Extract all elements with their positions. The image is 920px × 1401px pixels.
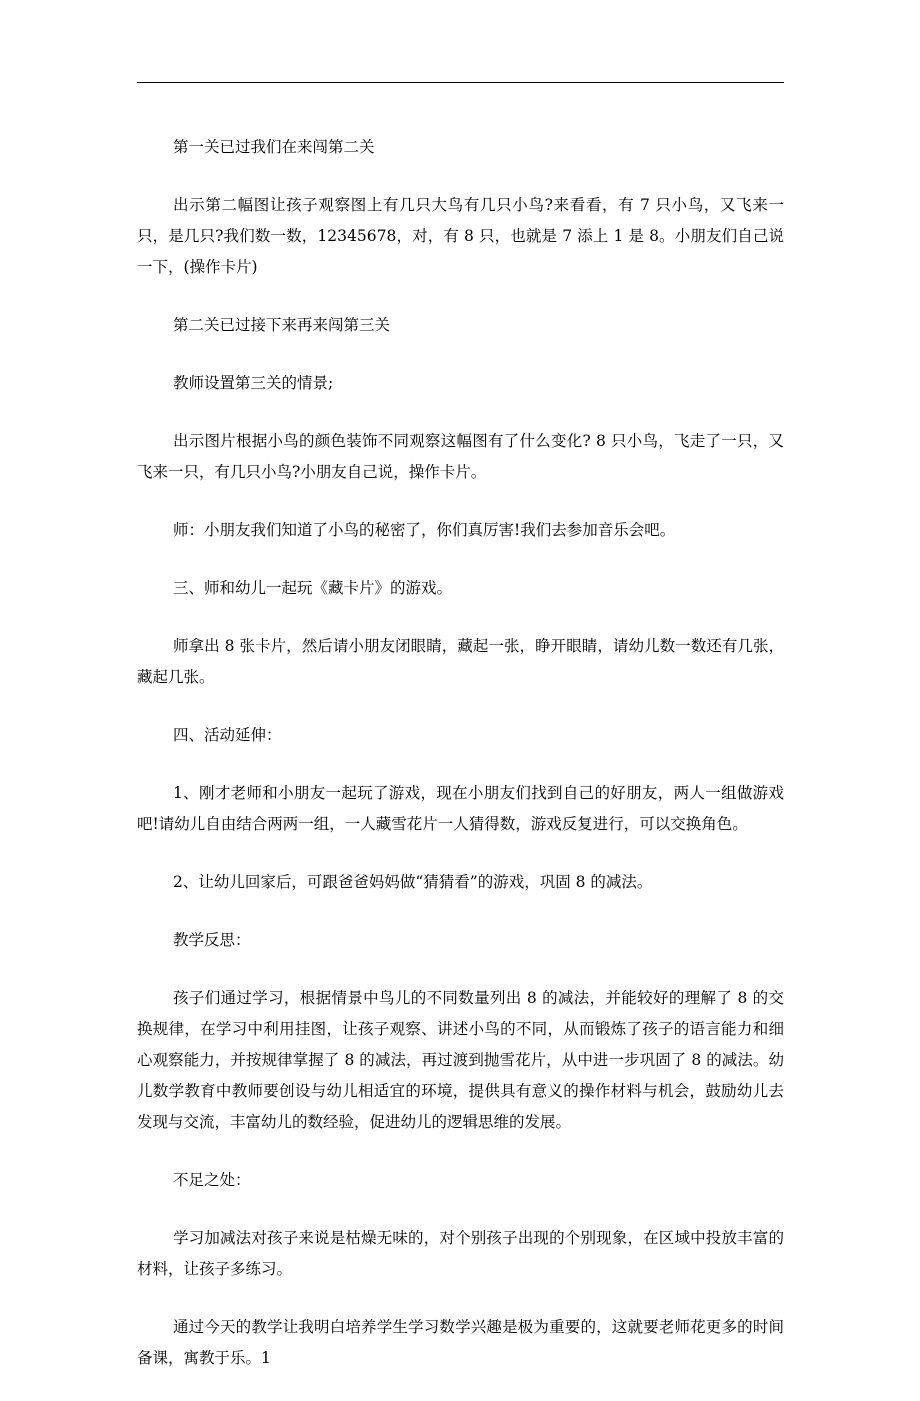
paragraph: 孩子们通过学习，根据情景中鸟儿的不同数量列出 8 的减法，并能较好的理解了 8 的交换规律，在学习中利用挂图，让孩子观察、讲述小鸟的不同，从而锻炼了孩子的语言能力和细心观察能力，并按规律掌握了 8 的减法，再过渡到抛雪花片，从中进一步巩固了 8 的减法。幼儿数学教育中教师要创设与幼儿相适宜的环境，提供具有意义的操作材料与机会，鼓励幼儿去发现与交流，丰富幼儿的数经验，促进幼儿的逻辑思维的发展。 xyxy=(137,989,784,1131)
paragraph: 师拿出 8 张卡片，然后请小朋友闭眼睛，藏起一张，睁开眼睛，请幼儿数一数还有几张，藏起几张。 xyxy=(137,637,784,686)
paragraph: 学习加减法对孩子来说是枯燥无味的，对个别孩子出现的个别现象，在区域中投放丰富的材料，让孩子多练习。 xyxy=(137,1229,784,1278)
header-rule xyxy=(137,82,784,83)
paragraph: 通过今天的教学让我明白培养学生学习数学兴趣是极为重要的，这就要老师花更多的时间备课，寓教于乐。1 xyxy=(137,1318,784,1367)
paragraph: 2、让幼儿回家后，可跟爸爸妈妈做“猜猜看”的游戏，巩固 8 的减法。 xyxy=(173,873,653,891)
paragraph: 不足之处： xyxy=(173,1171,251,1189)
paragraph: 教学反思： xyxy=(173,931,251,949)
paragraph: 第一关已过我们在来闯第二关 xyxy=(173,138,375,156)
paragraph: 第二关已过接下来再来闯第三关 xyxy=(173,316,391,334)
paragraph: 三、师和幼儿一起玩《藏卡片》的游戏。 xyxy=(173,579,453,597)
document-body xyxy=(137,132,784,1401)
paragraph: 四、活动延伸： xyxy=(173,726,282,744)
paragraph: 出示图片根据小鸟的颜色装饰不同观察这幅图有了什么变化? 8 只小鸟，飞走了一只，又飞来一只，有几只小鸟?小朋友自己说，操作卡片。 xyxy=(137,432,784,481)
paragraph: 教师设置第三关的情景; xyxy=(173,374,334,392)
paragraph: 出示第二幅图让孩子观察图上有几只大鸟有几只小鸟?来看看，有 7 只小鸟，又飞来一只，是几只?我们数一数，12345678，对，有 8 只，也就是 7 添上 1 是 8。小朋友们自己说一下，(操作卡片) xyxy=(137,196,784,276)
paragraph: 师：小朋友我们知道了小鸟的秘密了，你们真厉害!我们去参加音乐会吧。 xyxy=(173,521,676,539)
paragraph: 1、刚才老师和小朋友一起玩了游戏，现在小朋友们找到自己的好朋友，两人一组做游戏吧!请幼儿自由结合两两一组，一人藏雪花片一人猜得数，游戏反复进行，可以交换角色。 xyxy=(137,784,784,833)
